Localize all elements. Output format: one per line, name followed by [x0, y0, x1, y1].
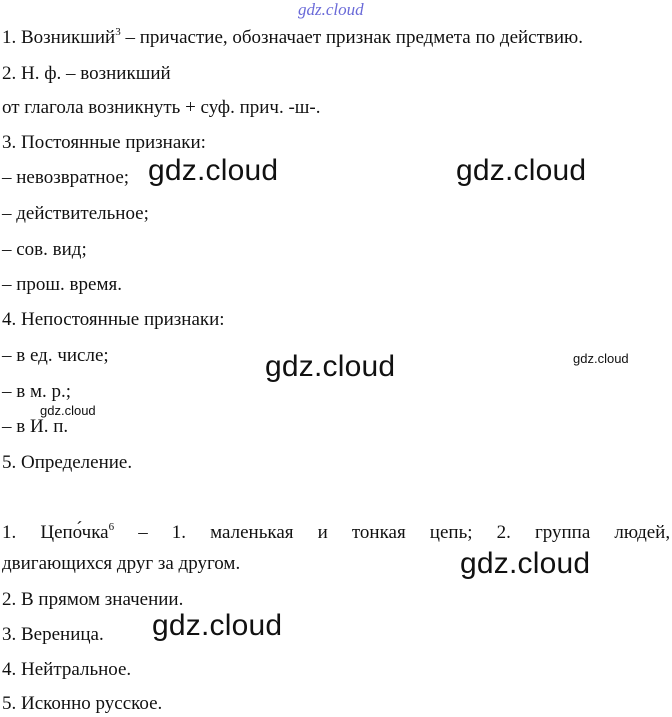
word: 1. [171, 522, 187, 543]
word: и [317, 522, 328, 543]
analysis-line [2, 27, 583, 49]
word: тонкая [351, 522, 406, 543]
item-text: 1. Возникший [2, 27, 116, 48]
word: людей, [614, 522, 671, 543]
analysis-line: 3. Вереница. [2, 624, 104, 645]
footnote-marker: 6 [108, 521, 115, 533]
word: 2. [496, 522, 511, 543]
watermark: gdz.cloud [152, 609, 283, 642]
analysis-line: 4. Непостоянные признаки: [2, 309, 225, 330]
word: Цепо́чка$^6$ [40, 521, 115, 543]
item-text: – причастие, обозначает признак предмета по действию. [120, 27, 583, 48]
watermark: gdz.cloud [40, 403, 96, 418]
analysis-line: 2. Н. ф. – возникший [2, 63, 171, 84]
analysis-line: – в И. п. [2, 416, 69, 437]
analysis-line: – в м. р.; [2, 381, 72, 402]
word: маленькая [210, 522, 294, 543]
footnote-marker: 3 [115, 26, 121, 38]
analysis-line: 5. Исконно русское. [2, 693, 163, 714]
analysis-line: от глагола возникнуть + суф. прич. -ш-. [2, 97, 321, 118]
word: цепь; [429, 522, 473, 543]
word: группа [534, 522, 591, 543]
analysis-line: – прош. время. [2, 274, 122, 295]
analysis-line: 3. Постоянные признаки: [2, 132, 206, 153]
analysis-line: – в ед. числе; [2, 345, 109, 366]
watermark: gdz.cloud [573, 351, 629, 366]
analysis-line: 2. В прямом значении. [2, 589, 184, 610]
watermark: gdz.cloud [456, 154, 587, 187]
watermark: gdz.cloud [265, 350, 396, 383]
definition-line: двигающихся друг за другом. [2, 553, 241, 574]
analysis-line: – невозвратное; [2, 167, 130, 188]
analysis-line: 5. Определение. [2, 452, 133, 473]
word: – [138, 522, 148, 543]
watermark: gdz.cloud [148, 154, 279, 187]
definition-line [2, 522, 670, 544]
analysis-line: – действительное; [2, 203, 149, 224]
watermark-top: gdz.cloud [298, 0, 364, 19]
watermark: gdz.cloud [460, 547, 591, 580]
analysis-line: – сов. вид; [2, 239, 87, 260]
analysis-line: 4. Нейтральное. [2, 659, 132, 680]
word: 1. [2, 522, 17, 543]
